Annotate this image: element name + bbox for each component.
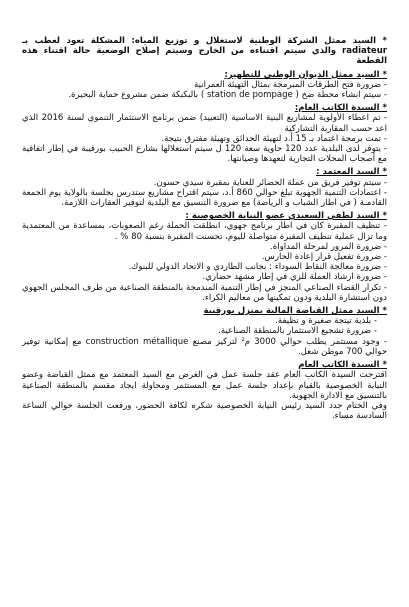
section-heading: * السيد ممثل الشركة الوطنية لاستغلال و توزيع المياه: المشكلة تعود لعطب بـ radiateur والذي سيتم اقتناءه من الخارج وسيتم إصلاح الوضعية حالة اقتناء هذه القطعة xyxy=(22,36,387,67)
section-closing xyxy=(22,360,387,421)
paragraph: وفي الختام جدد السيد رئيس النيابة الخصوصية شكره لكافة الحضور، ورفعت الجلسة حوالي الساعة السادسة مساء. xyxy=(22,400,387,422)
section-sanitation-office xyxy=(22,70,387,101)
section-water-company xyxy=(22,36,387,67)
list-item: - سيتم توفير فريق من عملة الحضائر للعناية بمقبرة سيدي حسون. xyxy=(153,177,387,188)
section-heading: * السيدة الكاتب العام xyxy=(298,360,387,371)
list-item: - بلدية تيتجة صغيرة و نظيفة. xyxy=(275,316,377,327)
list-item: - ضرورة تفعيل قرار إعادة الحارس. xyxy=(261,252,387,263)
list-item: - يتوفر لدى البلدية عدد 120 حاوية سعة 120 ل سيتم استغلالها بشارع الحبيب بورقيبة في إطار اتفاقية مع أصحاب المحلات التجارية لتعهدها وصيانتها. xyxy=(22,144,387,165)
list-item: - سيتم انشاء محطة ضخ ( station de pompage ) بالبكبكة ضمن مشروع حماية البحيرة. xyxy=(68,90,387,101)
section-council-member xyxy=(22,211,387,303)
list-item: - ضرورة تشجيع الاستثمار بالمنطقة الصناعية. xyxy=(218,326,377,337)
list-item: - ضرورة فتح الطرقات المبرمجة بمثال التهيئة العمرانية xyxy=(194,79,387,90)
list-item: - اعتمادات التنمية الجهوية تبلغ حوالي 860 أ.د، سيتم اقتراح مشاريع ستدرس بجلسة بالولاية يوم الجمعة القادمـة ( في اطار الشباب و الرياضة) مع ضرورة التنسيق مع البلدية لتوفير العقارات اللازمة. xyxy=(22,187,387,209)
list-item: - ضرورة المرور لمرحلة المداواة. xyxy=(270,241,387,252)
section-heading: * السيدة الكاتب العام: xyxy=(294,103,387,114)
list-item: - تنظيف المقبرة كان في اطار برنامج جهوي، انطلقت الحملة رغم الصعوبات، بمساعدة من المعتمدية وما تزال عملية تنظيف المقبرة متواصلة لليوم، تحسنت المقبرة بنسبة 80 % . xyxy=(22,221,387,242)
list-item: - ضرورة ارشاد العملة للزي في إطار مشهد حضاري. xyxy=(202,272,387,283)
section-heading: * السيد ممثل الديوان الوطني للتطهير: xyxy=(224,69,387,80)
section-heading: * السيد لطفي السعيدي عضو النيابة الخصوصية : xyxy=(185,211,387,222)
section-delegate xyxy=(22,167,387,208)
list-item: - ضرورة معالجة النقاط السوداء : بجانب الطاردي و الاتحاد الدولي للبنوك. xyxy=(128,262,387,273)
list-item: - تكرار القضاء الصناعي المنجز في إطار التنمية المندمجة بالمنطقة الصناعية من طرف المجلس الجهوي دون استشارة البلدية ودون تمكينها من معاليم الكراء. xyxy=(22,282,387,303)
list-item: - وجود مستثمر يطلب حوالي 3000 م² لتركيز مصنع construction métallique مع إمكانية توفير حوالي 700 موطن شغل. xyxy=(22,336,388,357)
section-heading: * السيد المعتمد : xyxy=(316,167,387,178)
list-item: - تمت برمجة اعتماد بـ 15 أ.د لتهيئة الحدائق وتهيئة مفترق بتيجة. xyxy=(161,133,387,144)
section-secretary-general xyxy=(22,103,387,164)
paragraph: اقترحت السيدة الكاتب العام عقد جلسة عمل في الغرض مع السيد المعتمد مع ممثل القباضة وعضو النيابة الخصوصية بالقيام بإعداد جلسة عمل مع المستثمر ومحاولة ايجاد مقسم بالمنطقة الصناعية بالتنسيق مع الادارة الجهوية. xyxy=(22,370,387,401)
section-finance-office xyxy=(22,306,387,357)
list-item: - تم اعطاء الأولوية لمشاريع البنية الاساسية (التعبيد) ضمن برنامج الاستثمار التنموي لسنة 2016 الذي اعد حسب المقاربة التشاركية xyxy=(22,113,387,134)
section-heading: * السيد ممثل القباضة المالية بمنزل بورقيبة xyxy=(203,306,387,317)
